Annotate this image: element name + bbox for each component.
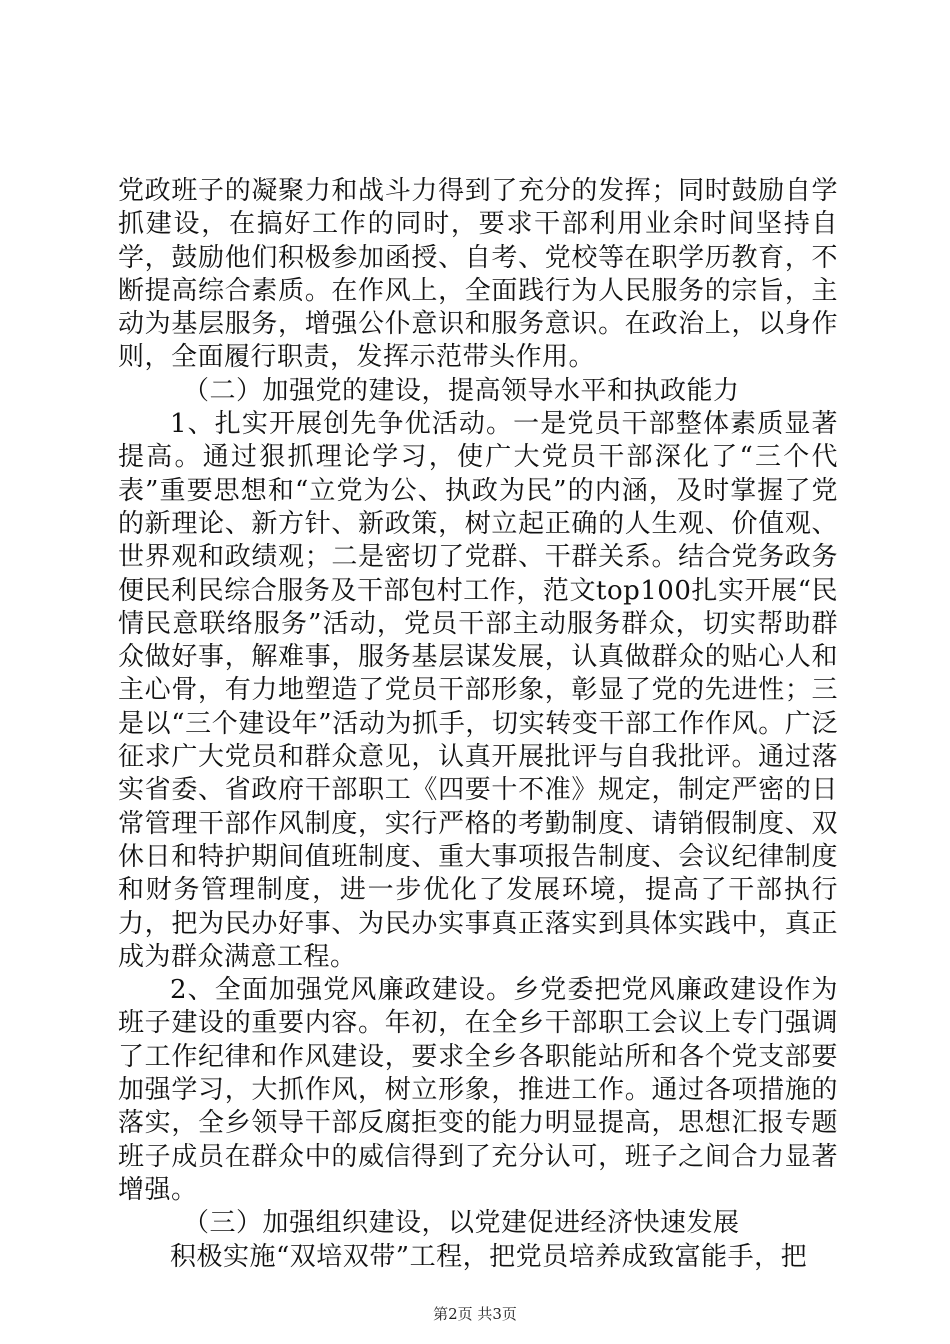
paragraph-1: 党政班子的凝聚力和战斗力得到了充分的发挥；同时鼓励自学抓建设，在搞好工作的同时，要求干部利用业余时间坚持自学，鼓励他们积极参加函授、自考、党校等在职学历教育，不断提高综合素质。在作风上，全面践行为人民服务的宗旨，主动为基层服务，增强公仆意识和服务意识。在政治上，以身作则，全面履行职责，发挥示范带头作用。 — [118, 176, 838, 373]
paragraph-4: 积极实施“双培双带”工程，把党员培养成致富能手，把 — [170, 1241, 808, 1272]
section-heading-3: （三）加强组织建设，以党建促进经济快速发展 — [183, 1208, 740, 1239]
page-footer: 第2页 共3页 — [433, 1305, 517, 1323]
paragraph-3: 2、全面加强党风廉政建设。乡党委把党风廉政建设作为班子建设的重要内容。年初，在全乡干部职工会议上专门强调了工作纪律和作风建设，要求全乡各职能站所和各个党支部要加强学习，大抓作风，树立形象，推进工作。通过各项措施的落实，全乡领导干部反腐拒变的能力明显提高，思想汇报专题班子成员在群众中的威信得到了充分认可，班子之间合力显著增强。 — [118, 975, 838, 1205]
paragraph-2: 1、扎实开展创先争优活动。一是党员干部整体素质显著提高。通过狠抓理论学习，使广大党员干部深化了“三个代表”重要思想和“立党为公、执政为民”的内涵，及时掌握了党的新理论、新方针、新政策，树立起正确的人生观、价值观、世界观和政绩观；二是密切了党群、干群关系。结合党务政务便民利民综合服务及干部包村工作，范文top100扎实开展“民情民意联络服务”活动，党员干部主动服务群众，切实帮助群众做好事，解难事，服务基层谋发展，认真做群众的贴心人和主心骨，有力地塑造了党员干部形象，彰显了党的先进性；三是以“三个建设年”活动为抓手，切实转变干部工作作风。广泛征求广大党员和群众意见，认真开展批评与自我批评。通过落实省委、省政府干部职工《四要十不准》规定，制定严密的日常管理干部作风制度，实行严格的考勤制度、请销假制度、双休日和特护期间值班制度、重大事项报告制度、会议纪律制度和财务管理制度，进一步优化了发展环境，提高了干部执行力，把为民办好事、为民办实事真正落实到具体实践中，真正成为群众满意工程。 — [118, 409, 838, 972]
section-heading-2: （二）加强党的建设，提高领导水平和执政能力 — [183, 375, 740, 406]
document-body — [118, 175, 838, 1274]
